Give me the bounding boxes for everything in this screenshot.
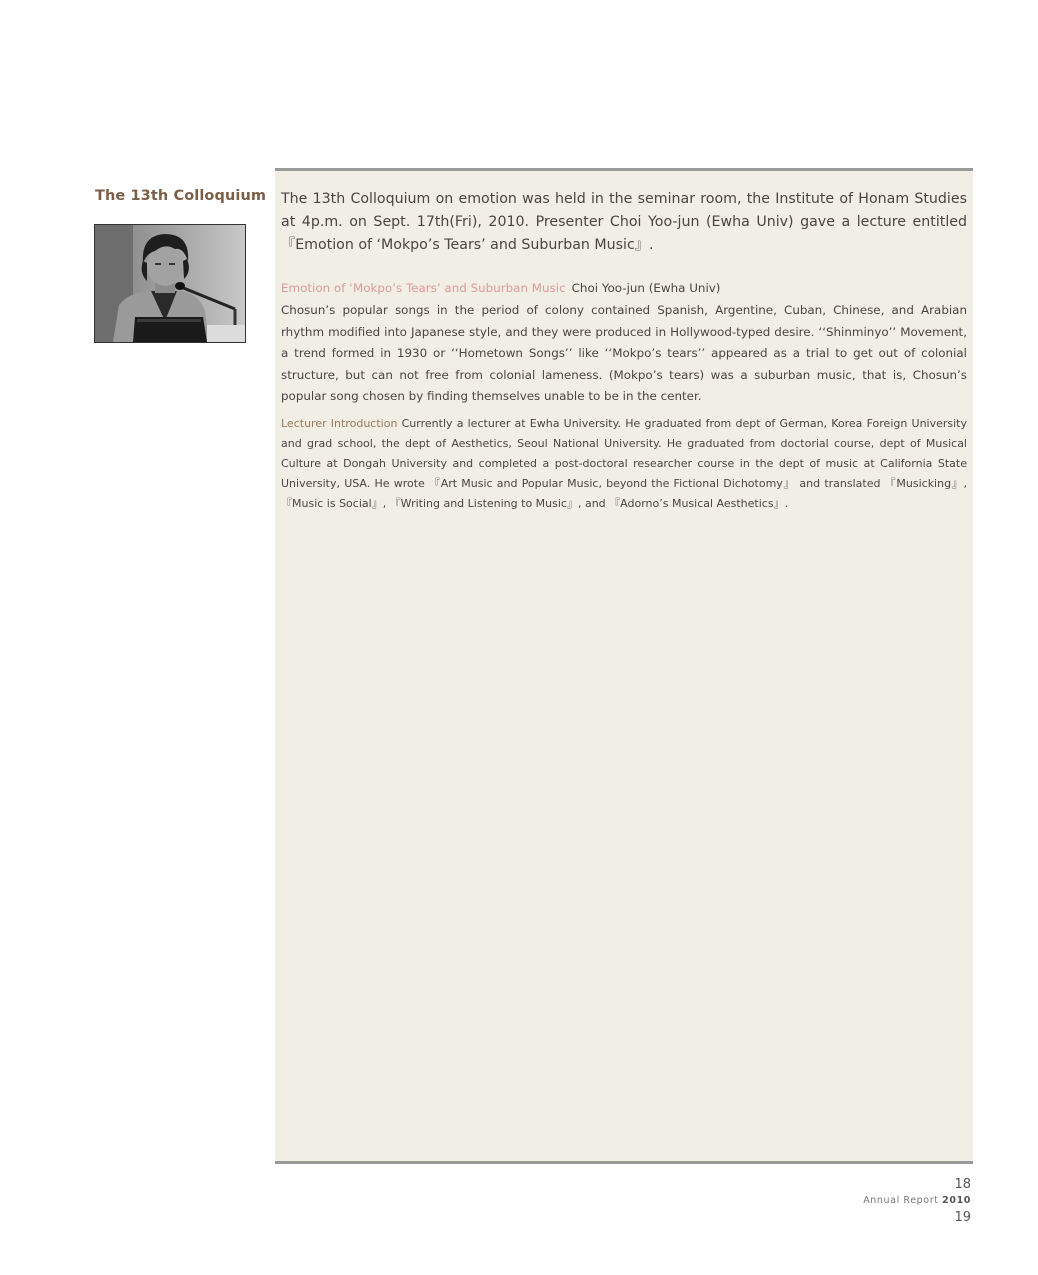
sidebar-title: The 13th Colloquium bbox=[95, 188, 267, 204]
lecture-presenter: Choi Yoo-jun (Ewha Univ) bbox=[571, 281, 721, 295]
report-label: Annual Report bbox=[863, 1195, 939, 1206]
lecture-section bbox=[281, 277, 967, 408]
presenter-photo-illustration bbox=[95, 225, 245, 342]
lecture-abstract: Chosun’s popular songs in the period of colony contained Spanish, Argentine, Cuban, Chinese, and Arabian rhythm modified into Japanese style, and they were produced in Hollywood-typed desire. ‘‘Shinminyo’’ Movement, a trend formed in 1930 or ‘‘Hometown Songs’’ like ‘‘Mokpo’s tears’’ appeared as a trial to get out of colonial structure, but can not free from colonial lameness. (Mokpo’s tears) was a suburban music, that is, Chosun’s popular song chosen by finding themselves unable to be in the center. bbox=[281, 303, 967, 404]
report-year: 2010 bbox=[942, 1195, 971, 1206]
lecturer-introduction bbox=[281, 414, 967, 514]
page-number-left: 18 bbox=[954, 1177, 971, 1192]
intro-paragraph: The 13th Colloquium on emotion was held in the seminar room, the Institute of Honam Studies at 4p.m. on Sept. 17th(Fri), 2010. Presenter Choi Yoo-jun (Ewha Univ) gave a lecture entitled 『Emotion of ‘Mokpo’s Tears’ and Suburban Music』. bbox=[281, 191, 967, 253]
lecturer-introduction-label: Lecturer Introduction bbox=[281, 416, 398, 430]
lecturer-introduction-text: Currently a lecturer at Ewha University. He graduated from dept of German, Korea Foreign University and grad school, the dept of Aesthetics, Seoul National University. He graduated from doctorial course, dept of Musical Culture at Dongah University and completed a post-doctoral researcher course in the dept of music at California State University, USA. He wrote 『Art Music and Popular Music, beyond the Fictional Dichotomy』 and translated 『Musicking』, 『Music is Social』, 『Writing and Listening to Music』, and 『Adorno’s Musical Aesthetics』. bbox=[281, 416, 968, 510]
lecture-heading bbox=[281, 277, 967, 299]
annual-report-label bbox=[863, 1195, 971, 1206]
content-body bbox=[281, 188, 967, 514]
content-panel bbox=[275, 168, 973, 1164]
page-number-right: 19 bbox=[954, 1210, 971, 1225]
lecture-title: Emotion of ‘Mokpo’s Tears’ and Suburban Music bbox=[281, 281, 566, 295]
presenter-photo-icon bbox=[94, 224, 246, 343]
